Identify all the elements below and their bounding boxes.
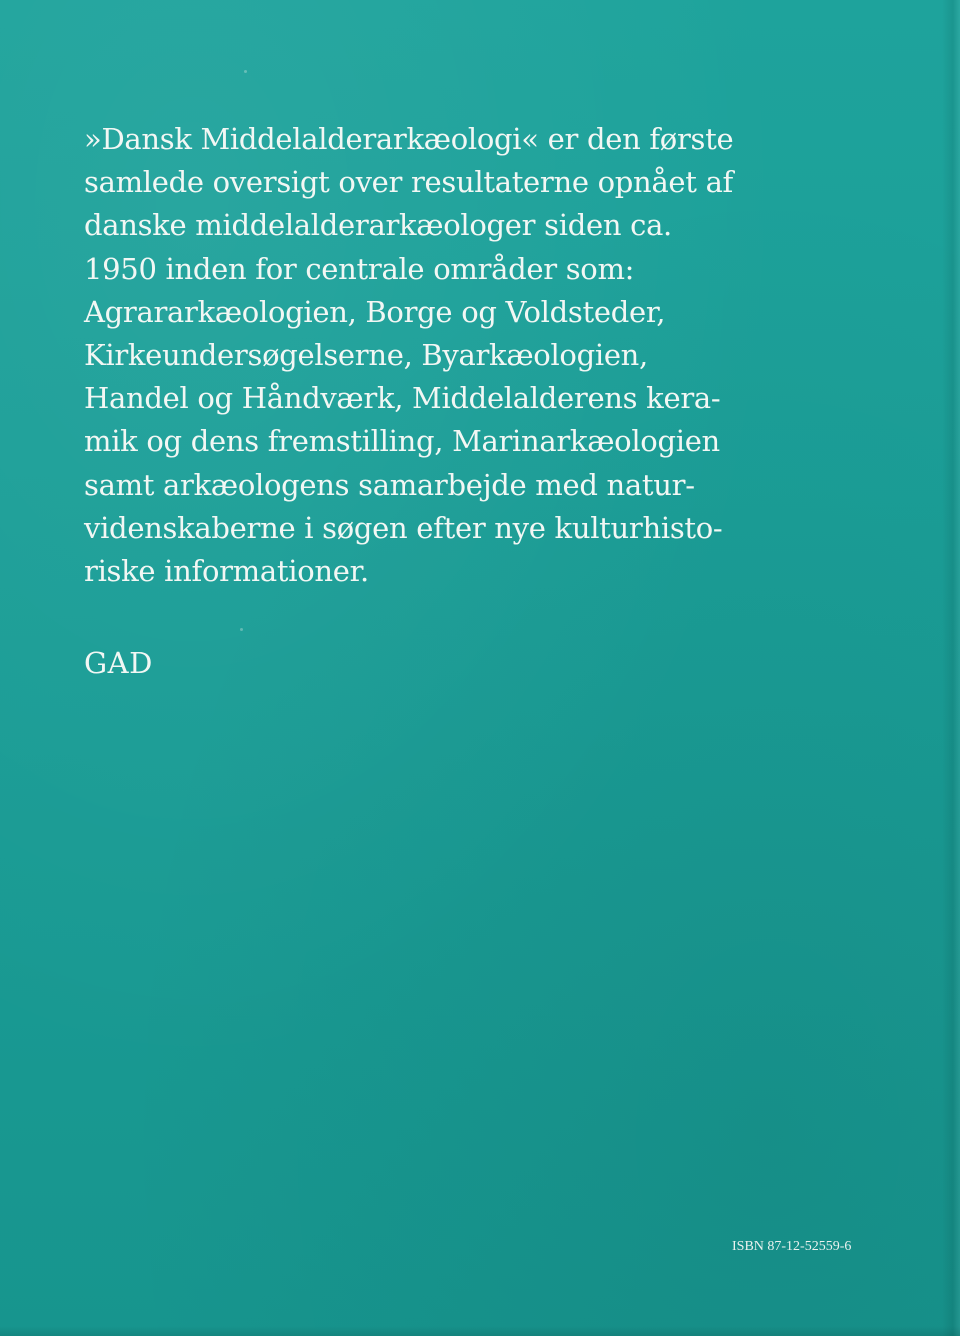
paper-speck (240, 628, 243, 631)
blurb-line: Agrararkæologien, Borge og Voldsteder, (84, 294, 666, 329)
blurb-line: Kirkeundersøgelserne, Byarkæologien, (84, 338, 648, 373)
cover-right-edge (942, 0, 960, 1336)
blurb-line: samt arkæologens samarbejde med natur- (84, 467, 695, 502)
isbn-number: ISBN 87-12-52559-6 (732, 1239, 852, 1254)
blurb-line: mik og dens fremstilling, Marinarkæologien (84, 424, 720, 459)
blurb-line: samlede oversigt over resultaterne opnået af (84, 165, 733, 200)
blurb-line: riske informationer. (84, 554, 369, 589)
publisher-name: GAD (84, 646, 153, 680)
blurb-line: Handel og Håndværk, Middelalderens kera- (84, 381, 721, 416)
blurb-line: videnskaberne i søgen efter nye kulturhisto- (84, 510, 723, 545)
blurb-line: danske middelalderarkæologer siden ca. (84, 208, 672, 243)
blurb-line: 1950 inden for centrale områder som: (84, 251, 635, 286)
cover-bottom-edge (0, 1326, 960, 1336)
blurb-line: »Dansk Middelalderarkæologi« er den første (84, 122, 734, 156)
blurb-text (84, 118, 764, 593)
paper-speck (244, 70, 247, 73)
